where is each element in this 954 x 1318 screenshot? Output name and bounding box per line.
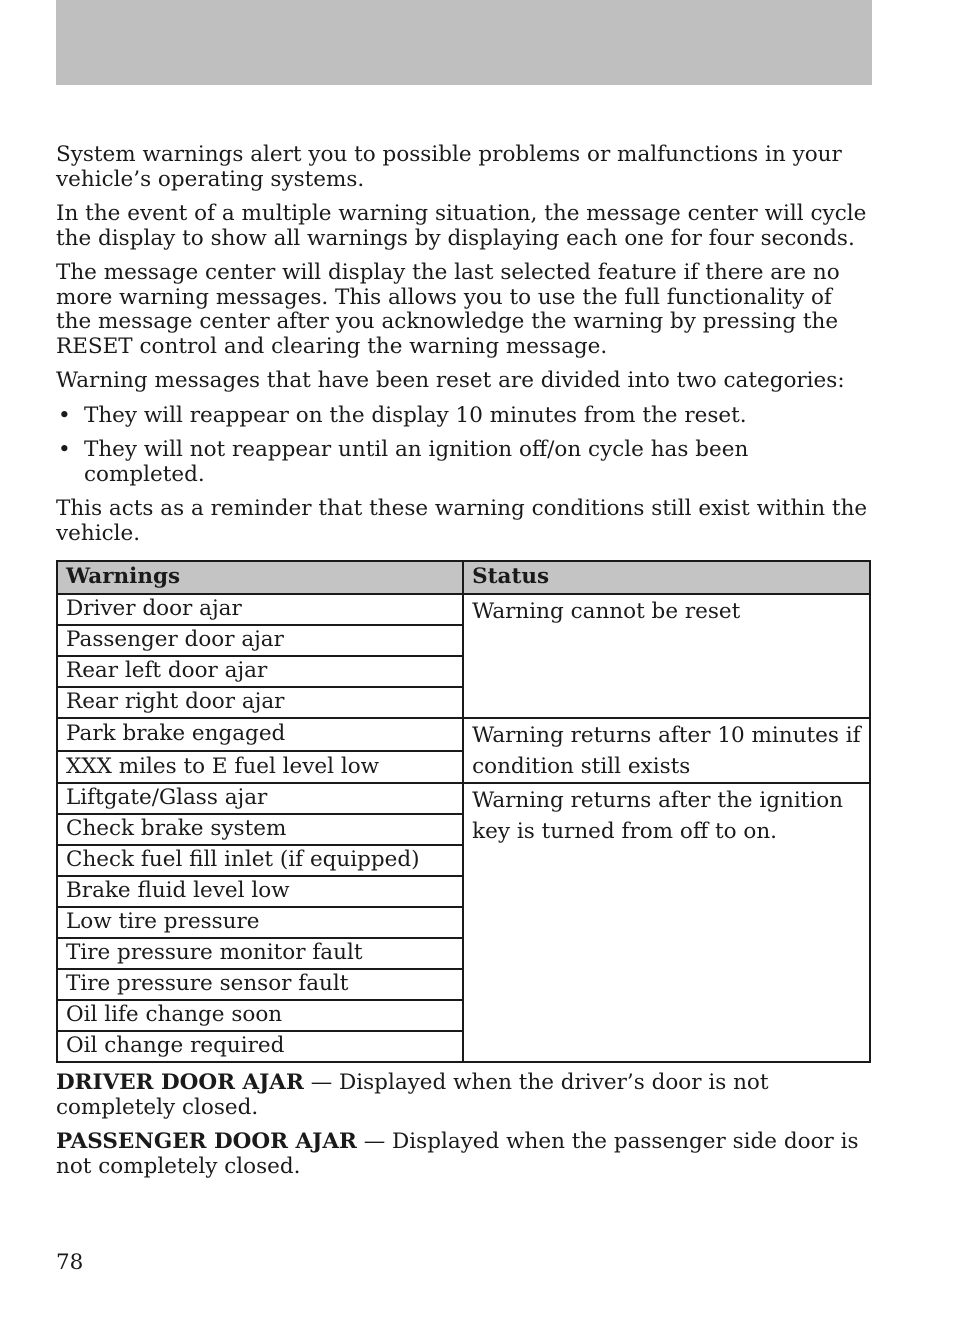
- warning-cell: Oil life change soon: [57, 1000, 463, 1031]
- header-bar: [56, 0, 872, 85]
- table-row: [57, 783, 870, 814]
- intro-paragraph-2: In the event of a multiple warning situation, the message center will cycle the display to show all warnings by displaying each one for four seconds.: [56, 201, 867, 251]
- definition-term: DRIVER DOOR AJAR: [56, 1070, 304, 1095]
- intro-paragraph-1: System warnings alert you to possible problems or malfunctions in your vehicle’s operating systems.: [56, 142, 842, 192]
- bullet-list: [56, 404, 872, 488]
- status-cell: Warning returns after 10 minutes if condition still exists: [463, 718, 870, 783]
- table-row: [57, 594, 870, 625]
- warning-cell: Passenger door ajar: [57, 625, 463, 656]
- definition-passenger-door: [56, 1130, 872, 1179]
- warnings-table: [56, 560, 871, 1063]
- warning-cell: Brake fluid level low: [57, 876, 463, 907]
- warning-cell: XXX miles to E fuel level low: [57, 751, 463, 784]
- warning-cell: Check fuel fill inlet (if equipped): [57, 845, 463, 876]
- page-number: 78: [56, 1250, 84, 1275]
- warning-cell: Rear right door ajar: [57, 687, 463, 718]
- warning-cell: Oil change required: [57, 1031, 463, 1062]
- definition-driver-door: [56, 1071, 872, 1120]
- table-header-row: [57, 561, 870, 594]
- intro-paragraph-3: The message center will display the last selected feature if there are no more warning messages. This allows you to use the full functionality of the message center after you acknowledge the warning by pressing the RESET control and clearing the warning message.: [56, 260, 840, 359]
- definition-text: — Displayed when the passenger side door is not completely closed.: [56, 1129, 859, 1179]
- definition-term: PASSENGER DOOR AJAR: [56, 1129, 357, 1154]
- table-row: [57, 718, 870, 751]
- warning-cell: Park brake engaged: [57, 718, 463, 751]
- status-cell: Warning returns after the ignition key is turned from off to on.: [463, 783, 870, 1062]
- warning-cell: Liftgate/Glass ajar: [57, 783, 463, 814]
- intro-paragraph-5: This acts as a reminder that these warning conditions still exist within the vehicle.: [56, 496, 868, 546]
- warning-cell: Low tire pressure: [57, 907, 463, 938]
- bullet-item: • They will not reappear until an ignition off/on cycle has been completed.: [56, 438, 872, 487]
- warning-cell: Tire pressure sensor fault: [57, 969, 463, 1000]
- warning-cell: Driver door ajar: [57, 594, 463, 625]
- warning-cell: Tire pressure monitor fault: [57, 938, 463, 969]
- intro-paragraph-4: Warning messages that have been reset are divided into two categories:: [56, 368, 845, 393]
- status-cell: Warning cannot be reset: [463, 594, 870, 718]
- header-status: Status: [463, 561, 870, 594]
- warning-cell: Rear left door ajar: [57, 656, 463, 687]
- header-warnings: Warnings: [57, 561, 463, 594]
- warning-cell: Check brake system: [57, 814, 463, 845]
- definition-text: — Displayed when the driver’s door is not completely closed.: [56, 1070, 769, 1120]
- bullet-item: • They will reappear on the display 10 minutes from the reset.: [56, 404, 872, 429]
- page-content: [56, 143, 872, 1189]
